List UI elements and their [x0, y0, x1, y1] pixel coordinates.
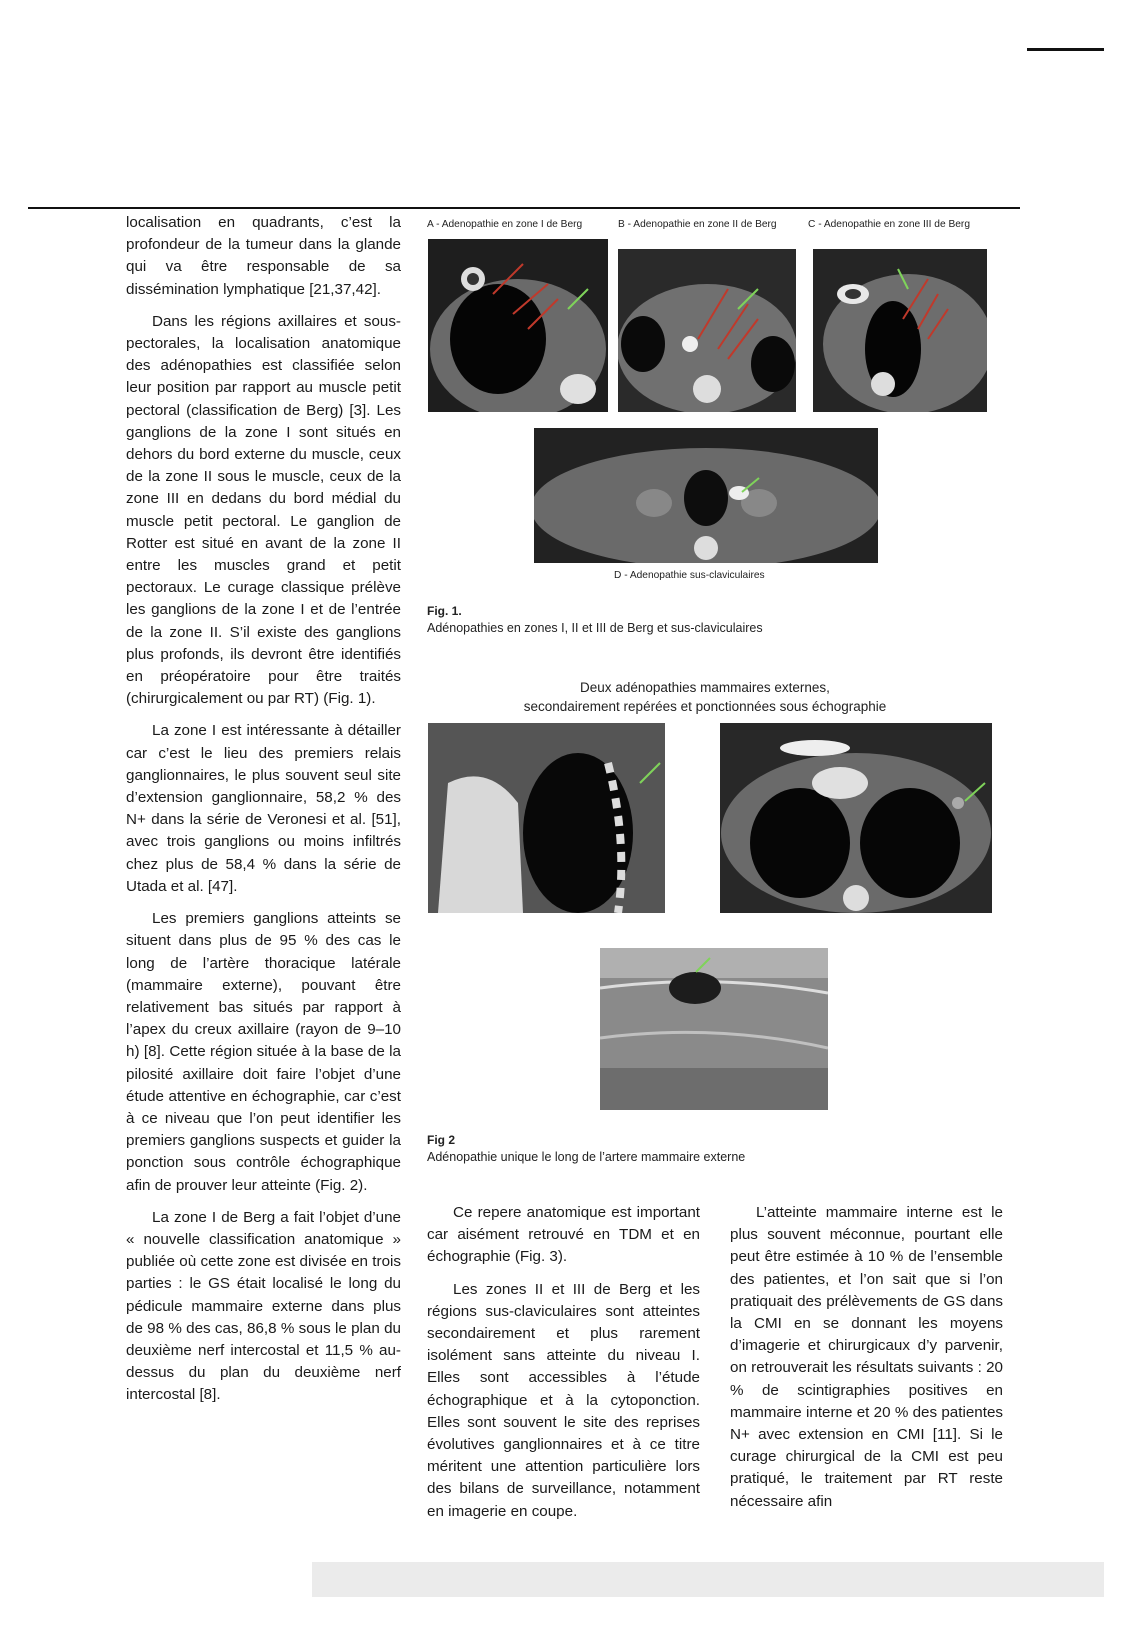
- fig1-label: Fig. 1.: [427, 604, 462, 618]
- fig1-panel-c-label: C - Adenopathie en zone III de Berg: [808, 219, 970, 230]
- paragraph: L’atteinte mammaire interne est le plus souvent méconnue, pourtant elle peut être estimée à 10 % de l’ensemble des patientes, et l’on sait que si l’on pratiquait des prélèvements de GS dans la CMI en se donnant les moyens d’imagerie et chirurgicaux d’y parvenir, on retrouverait les résultats suivants : 20 % de scintigraphies positives en mammaire interne et 20 % des patientes N+ avec extension en CMI [11]. Si le curage chirurgical de la CMI est peu pratiqué, le traitement par RT reste nécessaire afin: [730, 1204, 1003, 1510]
- fig2-caption: [427, 1132, 745, 1166]
- ct-scan-image-c: [813, 249, 987, 412]
- paragraph: localisation en quadrants, c’est la profondeur de la tumeur dans la glande qui va être responsable de sa dissémination lymphatique [21,37,42].: [126, 214, 401, 298]
- ct-axial-image: [720, 723, 992, 913]
- fig1-panel-b-label: B - Adenopathie en zone II de Berg: [618, 219, 777, 230]
- top-rule: [1027, 48, 1104, 51]
- middle-text-column: [427, 1202, 700, 1533]
- footer-bar: [312, 1562, 1104, 1597]
- fig2-caption-text: Adénopathie unique le long de l’artere mammaire externe: [427, 1150, 746, 1164]
- fig1-caption-text: Adénopathies en zones I, II et III de Berg et sus-claviculaires: [427, 621, 763, 635]
- header-rule: [28, 207, 1020, 209]
- paragraph: Ce repere anatomique est important car aisément retrouvé en TDM et en échographie (Fig. 3).: [427, 1204, 700, 1266]
- ultrasound-image: [600, 948, 828, 1110]
- paragraph: Les zones II et III de Berg et les régions sus-claviculaires sont atteintes secondairement et plus rarement isolément sans atteinte du niveau I. Elles sont accessibles à l’étude échographique et à la cytoponction. Elles sont souvent le site des reprises évolutives ganglionnaires et à ce titre méritent une attention particulière lors des bilans de surveillance, notamment en imagerie en coupe.: [427, 1280, 700, 1520]
- fig1-panel-d-label: D - Adenopathie sus-claviculaires: [614, 570, 765, 581]
- paragraph: Dans les régions axillaires et sous-pectorales, la localisation anatomique des adénopathies est classifiée selon leur position par rapport au muscle petit pectoral (classification de Berg) [3]. Les ganglions de la zone I sont situés en dehors du bord externe du muscle, ceux de la zone II sous le muscle, ceux de la zone III en dedans du bord médial du muscle petit pectoral. Le ganglion de Rotter est situé en avant de la zone II entre les muscles grand et petit pectoraux. Le curage classique prélève les ganglions de la zone I et de l’entrée de la zone II. S’il existe des ganglions plus profonds, ils devront être identifiés en préopératoire pour être traités (chirurgicalement ou par RT) (Fig. 1).: [126, 312, 401, 708]
- fig2-title-line2: secondairement repérées et ponctionnées sous échographie: [523, 699, 887, 714]
- ct-scan-image-d: [534, 428, 878, 563]
- paragraph: Les premiers ganglions atteints se situent dans plus de 95 % des cas le long de l’artère thoracique latérale (mammaire externe), pouvant être relativement bas situés par rapport à l’apex du creux axillaire (rayon de 9–10 h) [8]. Cette région située à la base de la pilosité axillaire doit faire l’objet d’une étude attentive en échographie, car c’est à ce niveau que l’on peut identifier les premiers ganglions suspects et guider la ponction sous contrôle échographique afin de prouver leur atteinte (Fig. 2).: [126, 910, 401, 1194]
- fig1-panel-a-label: A - Adenopathie en zone I de Berg: [427, 219, 583, 230]
- ct-scan-image-b: [618, 249, 796, 412]
- fig1-caption: [427, 603, 763, 637]
- left-text-column: [126, 212, 401, 1417]
- ct-scan-image-a: [428, 239, 608, 412]
- paragraph: La zone I est intéressante à détailler car c’est le lieu des premiers relais ganglionnaires, le plus souvent seul site d’extension ganglionnaire, 58,2 % des N+ dans la série de Veronesi et al. [51], avec trois ganglions ou moins infiltrés chez plus de 58,4 % dans la série de Utada et al. [47].: [126, 722, 401, 895]
- fig2-title: [470, 678, 940, 716]
- fig2-label: Fig 2: [427, 1133, 456, 1147]
- paragraph: La zone I de Berg a fait l’objet d’une « nouvelle classification anatomique » publiée où cette zone est divisée en trois parties : le GS était localisé le long du pédicule mammaire externe dans plus de 98 % des cas, 86,8 % sous le plan du deuxième nerf intercostal et 11,5 % au-dessus du plan du deuxième nerf intercostal [8].: [126, 1208, 401, 1404]
- right-text-column: [730, 1202, 1003, 1523]
- ct-coronal-image: [428, 723, 665, 913]
- fig2-title-line1: Deux adénopathies mammaires externes,: [580, 680, 830, 695]
